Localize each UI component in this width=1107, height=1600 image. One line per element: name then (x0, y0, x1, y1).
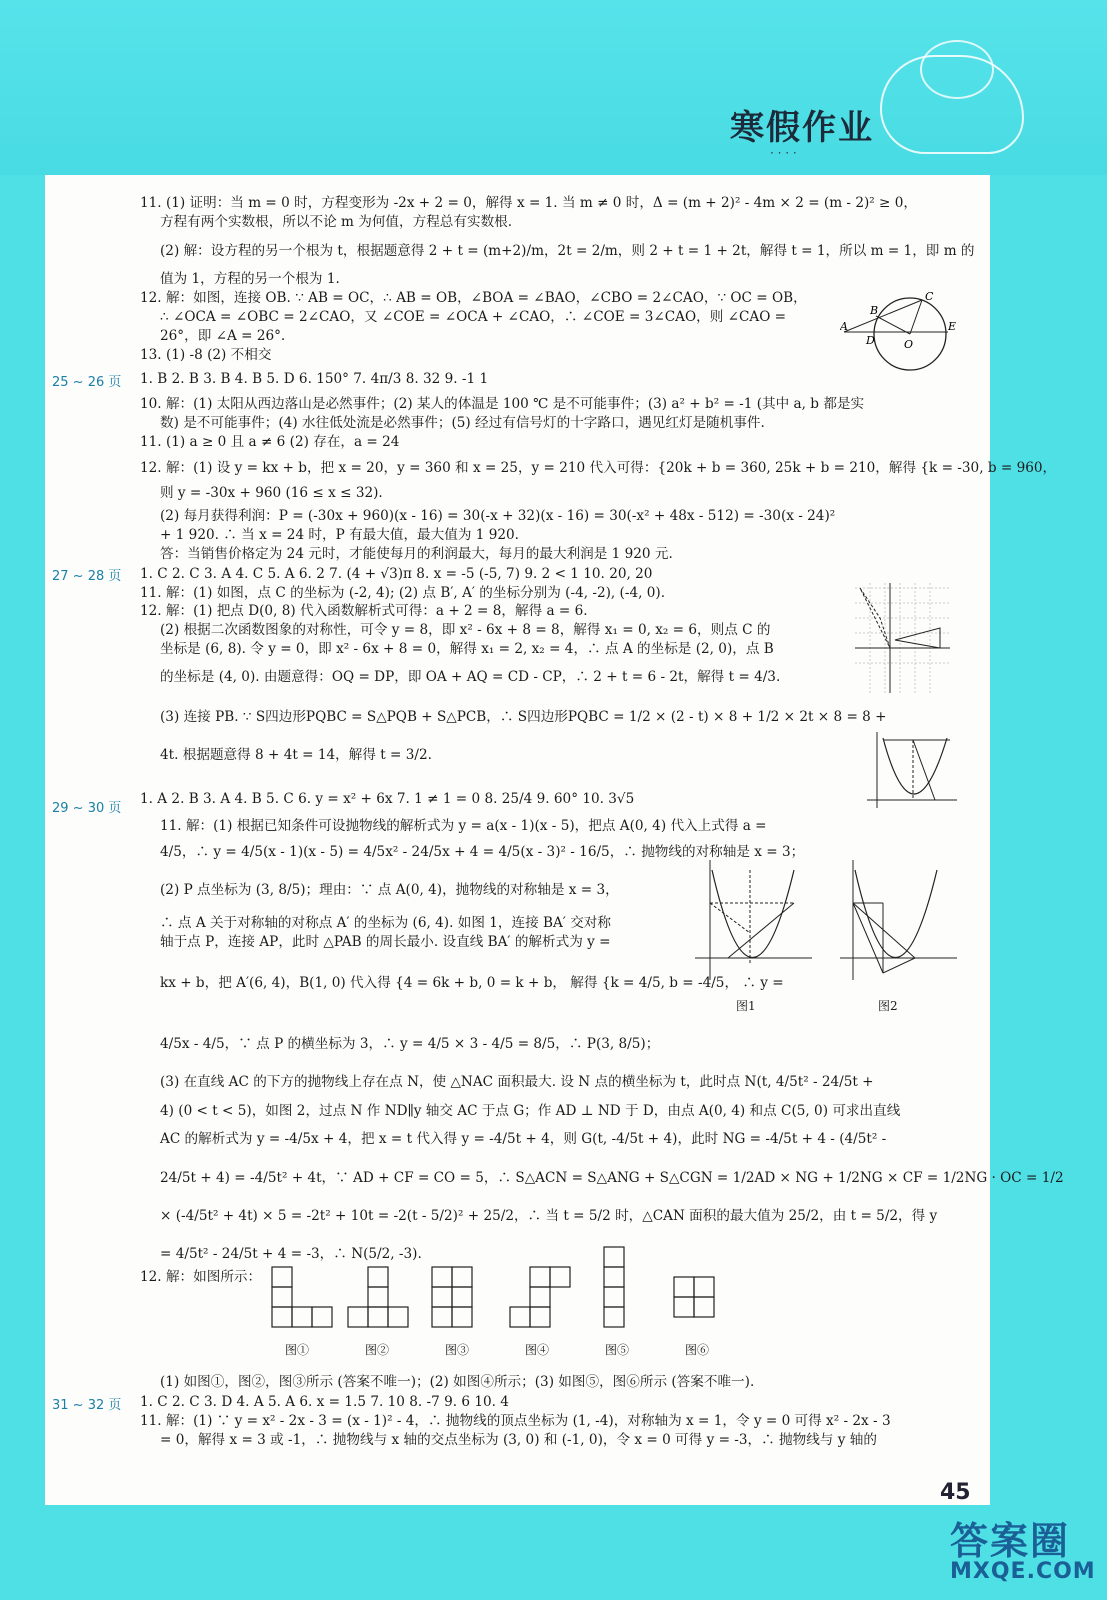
page-number: 45 (940, 1480, 971, 1505)
answer-line: ∴ 点 A 关于对称轴的对称点 A′ 的坐标为 (6, 4). 如图 1，连接 BA′ 交对称 (160, 915, 611, 931)
net-caption-2: 图② (365, 1343, 390, 1357)
net-caption-4: 图④ (525, 1343, 550, 1357)
answer-line: (2) 解：设方程的另一个根为 t，根据题意得 2 + t = (m+2)/m，2t = 2/m，则 2 + t = 1 + 2t，解得 t = 1，所以 m = 1，即 m 的 (160, 243, 975, 259)
answer-line: = 4/5t² - 24/5t + 4 = -3，∴ N(5/2, -3). (160, 1246, 422, 1262)
answer-line: + 1 920. ∴ 当 x = 24 时，P 有最大值，最大值为 1 920. (160, 527, 519, 543)
answer-line: 值为 1，方程的另一个根为 1. (160, 271, 340, 287)
answer-line: 4/5x - 4/5，∵ 点 P 的横坐标为 3，∴ y = 4/5 × 3 - 4/5 = 8/5，∴ P(3, 8/5)； (160, 1036, 660, 1052)
answer-line: AC 的解析式为 y = -4/5x + 4，把 x = t 代入得 y = -4/5t + 4，则 G(t, -4/5t + 4)，此时 NG = -4/5t + 4 - (4/5t² - (160, 1131, 887, 1147)
answer-line: 的坐标是 (4, 0). 由题意得：OQ = DP，即 OA + AQ = CD - CP，∴ 2 + t = 6 - 2t，解得 t = 4/3. (160, 669, 781, 685)
answer-line: 数) 是不可能事件；(4) 水往低处流是必然事件；(5) 经过有信号灯的十字路口，遇见红灯是随机事件. (160, 415, 765, 431)
answer-line: 12. 解：(1) 把点 D(0, 8) 代入函数解析式可得：a + 2 = 8，解得 a = 6. (140, 603, 588, 619)
answer-line: 4t. 根据题意得 8 + 4t = 14，解得 t = 3/2. (160, 747, 432, 763)
watermark (950, 1510, 1100, 1584)
cube-nets-diagram (268, 1243, 738, 1333)
watermark-url: MXQE.COM (950, 1559, 1096, 1584)
parabola-diagram (865, 730, 960, 810)
answer-line: (1) 如图①，图②，图③所示 (答案不唯一)；(2) 如图④所示；(3) 如图⑤，图⑥所示 (答案不唯一). (160, 1374, 755, 1390)
answer-line: × (-4/5t² + 4t) × 5 = -2t² + 10t = -2(t - 5/2)² + 25/2，∴ 当 t = 5/2 时，△CAN 面积的最大值为 25/2，由 t = 5/2，得 y (160, 1208, 938, 1224)
coordinate-grid-diagram (850, 578, 955, 698)
logo: 寒假作业 (730, 108, 874, 148)
answer-line: 11. 解：(1) ∵ y = x² - 2x - 3 = (x - 1)² - 4，∴ 抛物线的顶点坐标为 (1, -4)，对称轴为 x = 1，令 y = 0 可得 x² - 2x - 3 (140, 1413, 891, 1429)
answer-line: (3) 连接 PB. ∵ S四边形PQBC = S△PQB + S△PCB，∴ S四边形PQBC = 1/2 × (2 - t) × 8 + 1/2 × 2t × 8 = 8 + (160, 709, 887, 725)
answer-line: 坐标是 (6, 8). 令 y = 0，即 x² - 6x + 8 = 0，解得 x₁ = 2, x₂ = 4，∴ 点 A 的坐标是 (2, 0)，点 B (160, 641, 774, 657)
answer-line: 1. C 2. C 3. A 4. C 5. A 6. 2 7. (4 + √3)π 8. x = -5 (-5, 7) 9. 2 < 1 10. 20, 20 (140, 566, 653, 582)
point-label: B (870, 304, 879, 317)
page-range-27-28: 27 ~ 28 页 (52, 569, 122, 584)
point-label: O (904, 338, 914, 351)
answer-line: ∴ ∠OCA = ∠OBC = 2∠CAO，又 ∠COE = ∠OCA + ∠CAO，∴ ∠COE = 3∠CAO，则 ∠CAO = (160, 309, 787, 325)
cloud-decoration-small (920, 40, 994, 99)
page-range-29-30: 29 ~ 30 页 (52, 801, 122, 816)
answer-line: kx + b，把 A′(6, 4)，B(1, 0) 代入得 {4 = 6k + b, 0 = k + b， 解得 {k = 4/5, b = -4/5， ∴ y = (160, 975, 784, 991)
answer-line: 12. 解：(1) 设 y = kx + b，把 x = 20，y = 360 和 x = 25，y = 210 代入可得：{20k + b = 360, 25k + b = 210，解得 {k = -30, b = 960， (140, 460, 1057, 476)
net-caption-6: 图⑥ (685, 1343, 710, 1357)
answer-line: (3) 在直线 AC 的下方的抛物线上存在点 N，使 △NAC 面积最大. 设 N 点的横坐标为 t，此时点 N(t, 4/5t² - 24/5t + (160, 1074, 874, 1090)
answer-line: 则 y = -30x + 960 (16 ≤ x ≤ 32). (160, 485, 383, 501)
answer-line: 11. 解：(1) 如图，点 C 的坐标为 (-2, 4); (2) 点 B′, A′ 的坐标分别为 (-4, -2), (-4, 0). (140, 585, 666, 601)
point-label: D (866, 334, 875, 347)
point-label: A (840, 320, 848, 333)
point-label: C (925, 290, 934, 303)
page-range-25-26: 25 ~ 26 页 (52, 375, 122, 390)
answer-line: 26°，即 ∠A = 26°. (160, 328, 286, 344)
page-range-31-32: 31 ~ 32 页 (52, 1398, 122, 1413)
answer-line: 4) (0 < t < 5)，如图 2，过点 N 作 ND∥y 轴交 AC 于点 G；作 AD ⊥ ND 于 D，由点 A(0, 4) 和点 C(5, 0) 可求出直线 (160, 1103, 901, 1119)
point-label: E (948, 320, 957, 333)
answer-line: 11. (1) 证明：当 m = 0 时，方程变形为 -2x + 2 = 0，解得 x = 1. 当 m ≠ 0 时，Δ = (m + 2)² - 4m × 2 = (m - 2)² ≥ 0， (140, 195, 918, 211)
answer-line: = 0，解得 x = 3 或 -1，∴ 抛物线与 x 轴的交点坐标为 (3, 0) 和 (-1, 0)，令 x = 0 可得 y = -3，∴ 抛物线与 y 轴的 (160, 1432, 877, 1448)
answer-line: 方程有两个实数根，所以不论 m 为何值，方程总有实数根. (160, 214, 513, 230)
net-caption-1: 图① (285, 1343, 310, 1357)
answer-line: 1. C 2. C 3. D 4. A 5. A 6. x = 1.5 7. 10 8. -7 9. 6 10. 4 (140, 1394, 509, 1410)
answer-line: 13. (1) -8 (2) 不相交 (140, 347, 272, 363)
answer-line: 12. 解：如图，连接 OB. ∵ AB = OC，∴ AB = OB，∠BOA = ∠BAO，∠CBO = 2∠CAO，∵ OC = OB， (140, 290, 807, 306)
logo-dots: · · · · (770, 146, 797, 160)
answer-line: 24/5t + 4) = -4/5t² + 4t，∵ AD + CF = CO = 5，∴ S△ACN = S△ANG + S△CGN = 1/2AD × NG + 1/2NG × CF = 1/2NG · OC = 1/2 (160, 1170, 1064, 1186)
answer-line: (2) 根据二次函数图象的对称性，可令 y = 8，即 x² - 6x + 8 = 8，解得 x₁ = 0, x₂ = 6，则点 C 的 (160, 622, 771, 638)
figure-1-diagram (690, 855, 815, 995)
circle-diagram (840, 290, 960, 375)
net-caption-5: 图⑤ (605, 1343, 630, 1357)
answer-line: 10. 解：(1) 太阳从西边落山是必然事件；(2) 某人的体温是 100 ℃ 是不可能事件；(3) a² + b² = -1 (其中 a, b 都是实 (140, 396, 865, 412)
answer-line: 答：当销售价格定为 24 元时，才能使每月的利润最大，每月的最大利润是 1 920 元. (160, 546, 673, 562)
answer-line: (2) P 点坐标为 (3, 8/5)；理由：∵ 点 A(0, 4)，抛物线的对称轴是 x = 3， (160, 882, 619, 898)
footer-band (0, 1505, 1107, 1600)
answer-line: 轴于点 P，连接 AP，此时 △PAB 的周长最小. 设直线 BA′ 的解析式为 y = (160, 934, 611, 950)
answer-line: 12. 解：如图所示： (140, 1269, 262, 1285)
answer-line: 1. A 2. B 3. A 4. B 5. C 6. y = x² + 6x 7. 1 ≠ 1 = 0 8. 25/4 9. 60° 10. 3√5 (140, 791, 635, 807)
figure-2-diagram (835, 855, 960, 995)
answer-line: 1. B 2. B 3. B 4. B 5. D 6. 150° 7. 4π/3 8. 32 9. -1 1 (140, 371, 489, 387)
answer-line: (2) 每月获得利润：P = (-30x + 960)(x - 16) = 30(-x + 32)(x - 16) = 30(-x² + 48x - 512) = -30(x - 24)² (160, 508, 836, 524)
answer-line: 11. (1) a ≥ 0 且 a ≠ 6 (2) 存在，a = 24 (140, 434, 400, 450)
watermark-title: 答案圈 (950, 1519, 1071, 1563)
figure-2-caption: 图2 (878, 999, 898, 1013)
net-caption-3: 图③ (445, 1343, 470, 1357)
answer-line: 4/5，∴ y = 4/5(x - 1)(x - 5) = 4/5x² - 24/5x + 4 = 4/5(x - 3)² - 16/5，∴ 抛物线的对称轴是 x = 3； (160, 844, 805, 860)
answer-line: 11. 解：(1) 根据已知条件可设抛物线的解析式为 y = a(x - 1)(x - 5)，把点 A(0, 4) 代入上式得 a = (160, 818, 767, 834)
figure-1-caption: 图1 (736, 999, 756, 1013)
